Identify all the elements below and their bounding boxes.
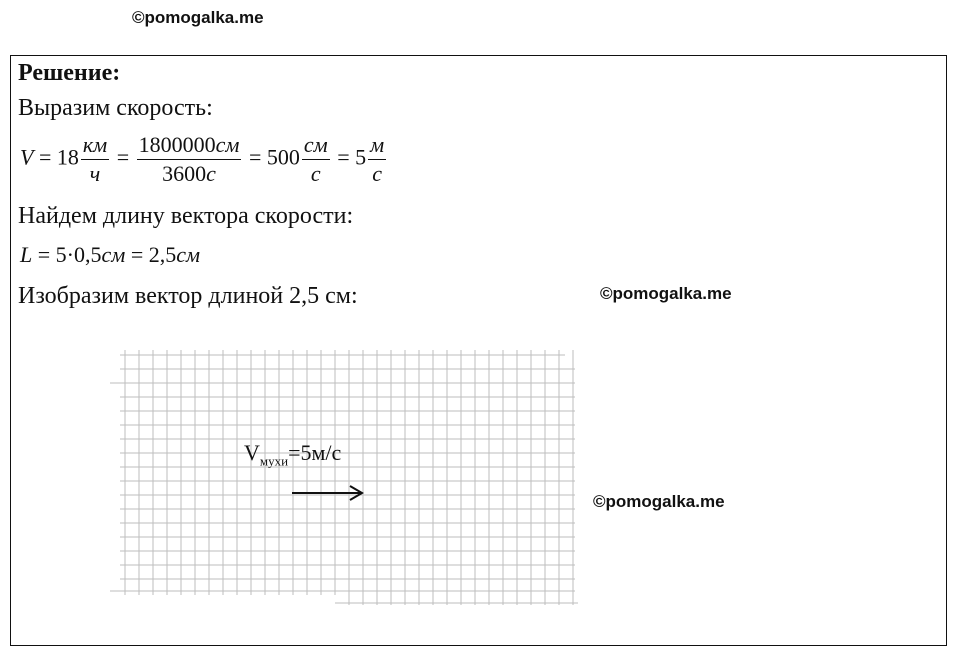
unit-h: ч xyxy=(89,161,101,186)
unit-km: км xyxy=(81,133,109,160)
frac-km-h xyxy=(81,133,109,186)
unit-cm-3: см xyxy=(101,242,126,267)
vector-label xyxy=(244,440,341,469)
vector-label-v: V xyxy=(244,440,260,465)
num-5: 5 xyxy=(355,144,367,170)
vector-label-value: =5м/с xyxy=(288,440,342,465)
num-3600: 3600 xyxy=(162,161,207,186)
watermark-lower: ©pomogalka.me xyxy=(593,492,725,511)
unit-m: м xyxy=(368,133,386,160)
eq-6: = xyxy=(130,242,144,267)
solution-heading: Решение: xyxy=(18,60,121,86)
eq-3: = xyxy=(248,144,262,170)
velocity-vector-arrow xyxy=(292,486,362,500)
watermark-middle: ©pomogalka.me xyxy=(600,284,732,303)
text-find-length: Найдем длину вектора скорости: xyxy=(18,203,354,229)
eq-2: = xyxy=(116,144,130,170)
formula-speed xyxy=(20,133,388,186)
var-v: V xyxy=(20,144,34,170)
graph-paper-grid xyxy=(100,340,590,610)
text-draw-vector: Изобразим вектор длиной 2,5 см: xyxy=(18,283,358,309)
frac-cm-s xyxy=(302,133,330,186)
expr-5x05: 5·0,5 xyxy=(55,242,102,267)
result-25: 2,5 xyxy=(148,242,177,267)
eq-4: = xyxy=(337,144,350,170)
unit-c-2: с xyxy=(310,161,321,186)
frac-cm-s-big xyxy=(137,133,242,186)
num-1800000: 1800000 xyxy=(138,132,216,157)
eq-1: = xyxy=(38,144,52,170)
unit-cm-4: см xyxy=(176,242,201,267)
num-18: 18 xyxy=(56,144,79,170)
frac-numerator xyxy=(137,133,242,160)
unit-cm-1: см xyxy=(215,132,240,157)
unit-c-3: с xyxy=(372,161,383,186)
text-express-speed: Выразим скорость: xyxy=(18,95,213,121)
watermark-top: ©pomogalka.me xyxy=(132,8,264,27)
vector-label-subscript: мухи xyxy=(259,453,289,469)
frac-denominator xyxy=(160,160,218,186)
formula-length xyxy=(20,242,200,268)
unit-cm-2: см xyxy=(302,133,330,160)
num-500: 500 xyxy=(266,144,300,170)
unit-c-1: с xyxy=(206,161,216,186)
var-l: L xyxy=(20,242,33,267)
frac-m-s xyxy=(368,133,386,186)
eq-5: = xyxy=(37,242,51,267)
